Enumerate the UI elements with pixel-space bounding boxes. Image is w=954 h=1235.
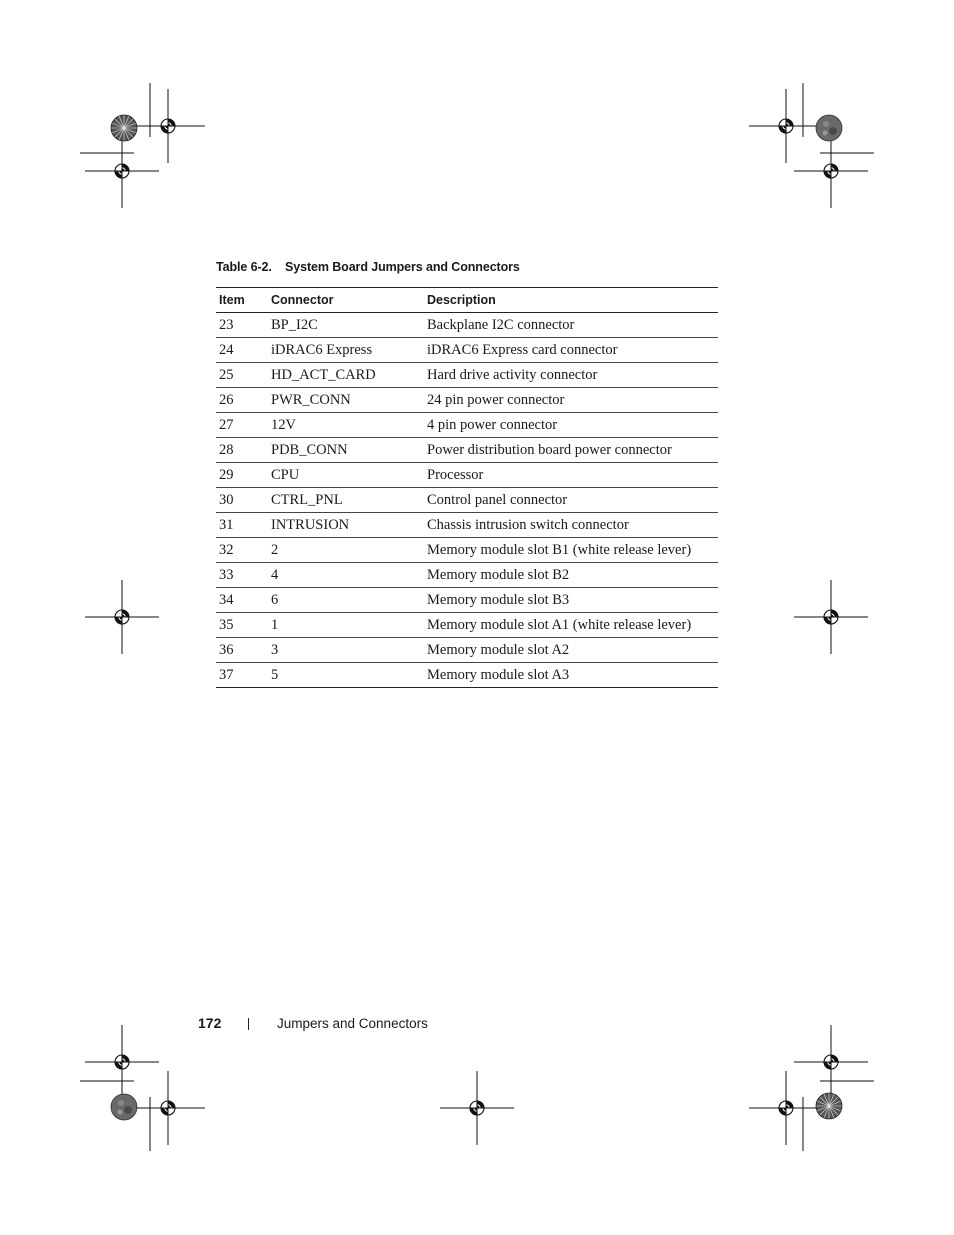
cell-description: Memory module slot A2 bbox=[424, 638, 718, 663]
cell-connector: HD_ACT_CARD bbox=[268, 363, 424, 388]
color-wheel-top-right bbox=[816, 115, 842, 141]
registration-mark-bottom-center bbox=[440, 1071, 514, 1145]
cell-connector: 5 bbox=[268, 663, 424, 688]
cell-description: Processor bbox=[424, 463, 718, 488]
table-row bbox=[216, 338, 718, 363]
cell-connector: 12V bbox=[268, 413, 424, 438]
table-row bbox=[216, 488, 718, 513]
cell-item: 30 bbox=[216, 488, 268, 513]
cell-item: 26 bbox=[216, 388, 268, 413]
header-connector: Connector bbox=[268, 288, 424, 313]
cell-item: 37 bbox=[216, 663, 268, 688]
cell-item: 27 bbox=[216, 413, 268, 438]
color-wheel-top-left bbox=[111, 115, 137, 141]
registration-mark-bottom-right-side bbox=[794, 1025, 868, 1099]
cell-description: Memory module slot B3 bbox=[424, 588, 718, 613]
header-description: Description bbox=[424, 288, 718, 313]
table-row bbox=[216, 638, 718, 663]
page-number: 172 bbox=[198, 1015, 222, 1031]
cell-connector: CTRL_PNL bbox=[268, 488, 424, 513]
registration-mark-top-right-side bbox=[794, 134, 868, 208]
cell-description: Power distribution board power connector bbox=[424, 438, 718, 463]
registration-mark-top-right bbox=[749, 89, 823, 163]
table-number: Table 6-2. bbox=[216, 260, 272, 274]
table-title: System Board Jumpers and Connectors bbox=[285, 260, 520, 274]
footer-section-title: Jumpers and Connectors bbox=[277, 1016, 428, 1031]
cell-description: Memory module slot B1 (white release lever) bbox=[424, 538, 718, 563]
registration-mark-bottom-right bbox=[749, 1071, 823, 1145]
cell-connector: 4 bbox=[268, 563, 424, 588]
cell-connector: PWR_CONN bbox=[268, 388, 424, 413]
table-caption bbox=[216, 260, 520, 274]
cell-connector: 3 bbox=[268, 638, 424, 663]
color-wheel-bottom-right bbox=[816, 1093, 842, 1119]
table-body bbox=[216, 313, 718, 688]
cell-item: 24 bbox=[216, 338, 268, 363]
cell-description: Backplane I2C connector bbox=[424, 313, 718, 338]
cell-connector: BP_I2C bbox=[268, 313, 424, 338]
registration-mark-mid-left bbox=[85, 580, 159, 654]
table-row bbox=[216, 613, 718, 638]
crop-mark-top-left bbox=[80, 83, 150, 153]
table-row bbox=[216, 313, 718, 338]
cell-item: 36 bbox=[216, 638, 268, 663]
table-row bbox=[216, 663, 718, 688]
cell-connector: CPU bbox=[268, 463, 424, 488]
table-row bbox=[216, 563, 718, 588]
crop-mark-top-right bbox=[803, 83, 874, 153]
cell-item: 34 bbox=[216, 588, 268, 613]
cell-item: 28 bbox=[216, 438, 268, 463]
table-row bbox=[216, 513, 718, 538]
cell-connector: 2 bbox=[268, 538, 424, 563]
table-row bbox=[216, 413, 718, 438]
cell-item: 25 bbox=[216, 363, 268, 388]
cell-description: 24 pin power connector bbox=[424, 388, 718, 413]
table-header-row bbox=[216, 288, 718, 313]
registration-mark-top-left bbox=[131, 89, 205, 163]
cell-item: 31 bbox=[216, 513, 268, 538]
cell-description: Control panel connector bbox=[424, 488, 718, 513]
cell-item: 32 bbox=[216, 538, 268, 563]
color-wheel-bottom-left bbox=[111, 1094, 137, 1120]
footer-separator bbox=[248, 1018, 249, 1030]
cell-description: iDRAC6 Express card connector bbox=[424, 338, 718, 363]
cell-connector: iDRAC6 Express bbox=[268, 338, 424, 363]
table-row bbox=[216, 588, 718, 613]
registration-mark-mid-right bbox=[794, 580, 868, 654]
jumpers-connectors-table bbox=[216, 287, 718, 688]
crop-mark-bottom-right bbox=[803, 1081, 874, 1151]
cell-connector: 6 bbox=[268, 588, 424, 613]
cell-description: Memory module slot A1 (white release lever) bbox=[424, 613, 718, 638]
cell-description: Hard drive activity connector bbox=[424, 363, 718, 388]
table-row bbox=[216, 363, 718, 388]
cell-connector: 1 bbox=[268, 613, 424, 638]
registration-mark-bottom-left-side bbox=[85, 1025, 159, 1099]
table-row bbox=[216, 388, 718, 413]
header-item: Item bbox=[216, 288, 268, 313]
cell-connector: INTRUSION bbox=[268, 513, 424, 538]
cell-item: 23 bbox=[216, 313, 268, 338]
registration-mark-top-left-side bbox=[85, 134, 159, 208]
cell-item: 29 bbox=[216, 463, 268, 488]
table-row bbox=[216, 463, 718, 488]
table-row bbox=[216, 438, 718, 463]
cell-connector: PDB_CONN bbox=[268, 438, 424, 463]
cell-description: Memory module slot B2 bbox=[424, 563, 718, 588]
registration-mark-bottom-left bbox=[131, 1071, 205, 1145]
cell-item: 35 bbox=[216, 613, 268, 638]
cell-description: 4 pin power connector bbox=[424, 413, 718, 438]
cell-description: Chassis intrusion switch connector bbox=[424, 513, 718, 538]
cell-description: Memory module slot A3 bbox=[424, 663, 718, 688]
cell-item: 33 bbox=[216, 563, 268, 588]
table-row bbox=[216, 538, 718, 563]
